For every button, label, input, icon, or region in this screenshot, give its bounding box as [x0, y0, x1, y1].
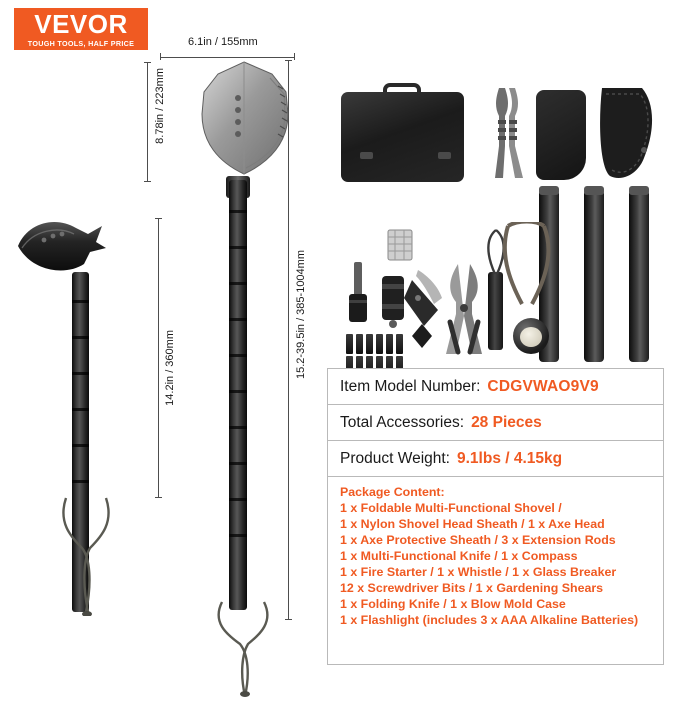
dim-tick	[155, 497, 162, 498]
screwdriver-bit	[356, 334, 363, 354]
dim-shovel-head-height: 8.78in / 223mm	[154, 68, 166, 144]
accessories-value: 28 Pieces	[471, 414, 542, 431]
dim-line-head-height	[147, 62, 148, 182]
package-content-line: 1 x Fire Starter / 1 x Whistle / 1 x Glass Breaker	[340, 565, 617, 579]
axe-grip-band	[72, 300, 89, 303]
rod-cap	[584, 186, 604, 195]
fire-starter	[345, 262, 371, 324]
compass-face	[520, 327, 542, 347]
dim-axe-length: 14.2in / 360mm	[164, 330, 176, 406]
compass-paracord	[500, 222, 564, 328]
dim-tick	[285, 619, 292, 620]
shovel-head-illustration	[192, 58, 298, 186]
dim-shovel-total-length: 15.2-39.5in / 385-1004mm	[295, 250, 307, 380]
model-label: Item Model Number:	[340, 378, 481, 395]
dim-tick	[160, 53, 161, 60]
axe-grip-band	[72, 372, 89, 375]
package-content-line: 1 x Axe Protective Sheath / 3 x Extension Rods	[340, 533, 616, 547]
whistle	[386, 228, 414, 262]
shaft-band	[229, 246, 247, 249]
weight-row	[328, 441, 663, 477]
extension-rod-3	[629, 190, 649, 362]
axe-head-illustration	[10, 212, 120, 284]
accessories-row	[328, 405, 663, 441]
axe-protective-sheath	[596, 84, 660, 186]
package-content-line: 1 x Folding Knife / 1 x Blow Mold Case	[340, 597, 566, 611]
rod-cap	[629, 186, 649, 195]
axe-grip-band	[72, 444, 89, 447]
brand-tagline: TOUGH TOOLS, HALF PRICE	[27, 38, 135, 48]
screwdriver-bit	[396, 334, 403, 354]
dim-line-axe-length	[158, 218, 159, 498]
axe-grip-band	[72, 336, 89, 339]
model-value: CDGVWAO9V9	[487, 378, 599, 395]
multi-functional-knife	[485, 86, 529, 182]
shovel-lanyard-cord	[212, 600, 278, 698]
brand-logo	[14, 8, 148, 50]
shaft-band	[229, 390, 247, 393]
shaft-band	[229, 282, 247, 285]
package-content-title: Package Content:	[340, 485, 445, 499]
package-content-line: 1 x Foldable Multi-Functional Shovel /	[340, 501, 562, 515]
rod-cap	[539, 186, 559, 195]
brand-name: VEVOR	[34, 8, 128, 39]
dim-tick	[155, 218, 162, 219]
package-content	[328, 477, 663, 638]
case-latch	[438, 152, 451, 159]
model-row	[328, 369, 663, 405]
product-info-panel	[327, 368, 664, 665]
shaft-band	[229, 534, 247, 537]
package-content-line: 12 x Screwdriver Bits / 1 x Gardening Shears	[340, 581, 604, 595]
dim-tick	[144, 181, 151, 182]
shaft-band	[229, 426, 247, 429]
package-content-line: 1 x Flashlight (includes 3 x AAA Alkaline Batteries)	[340, 613, 639, 627]
axe-grip-band	[72, 480, 89, 483]
case-latch	[360, 152, 373, 159]
weight-label: Product Weight:	[340, 450, 450, 467]
screwdriver-bit	[346, 334, 353, 354]
axe-lanyard-cord	[56, 496, 120, 616]
blow-mold-case	[341, 92, 464, 182]
extension-rod-2	[584, 190, 604, 362]
shaft-band	[229, 498, 247, 501]
shaft-band	[229, 462, 247, 465]
shaft-band	[229, 318, 247, 321]
weight-value: 9.1lbs / 4.15kg	[457, 450, 563, 467]
screwdriver-bit	[376, 334, 383, 354]
accessories-label: Total Accessories:	[340, 414, 465, 431]
shaft-band	[229, 354, 247, 357]
axe-grip-band	[72, 408, 89, 411]
shovel-shaft	[229, 180, 247, 610]
shaft-band	[229, 210, 247, 213]
screwdriver-bit	[366, 334, 373, 354]
dim-shovel-head-width: 6.1in / 155mm	[188, 36, 258, 48]
dim-tick	[144, 62, 151, 63]
package-content-line: 1 x Nylon Shovel Head Sheath / 1 x Axe Head	[340, 517, 605, 531]
screwdriver-bit	[386, 334, 393, 354]
package-content-line: 1 x Multi-Functional Knife / 1 x Compass	[340, 549, 578, 563]
nylon-shovel-head-sheath	[536, 90, 586, 180]
